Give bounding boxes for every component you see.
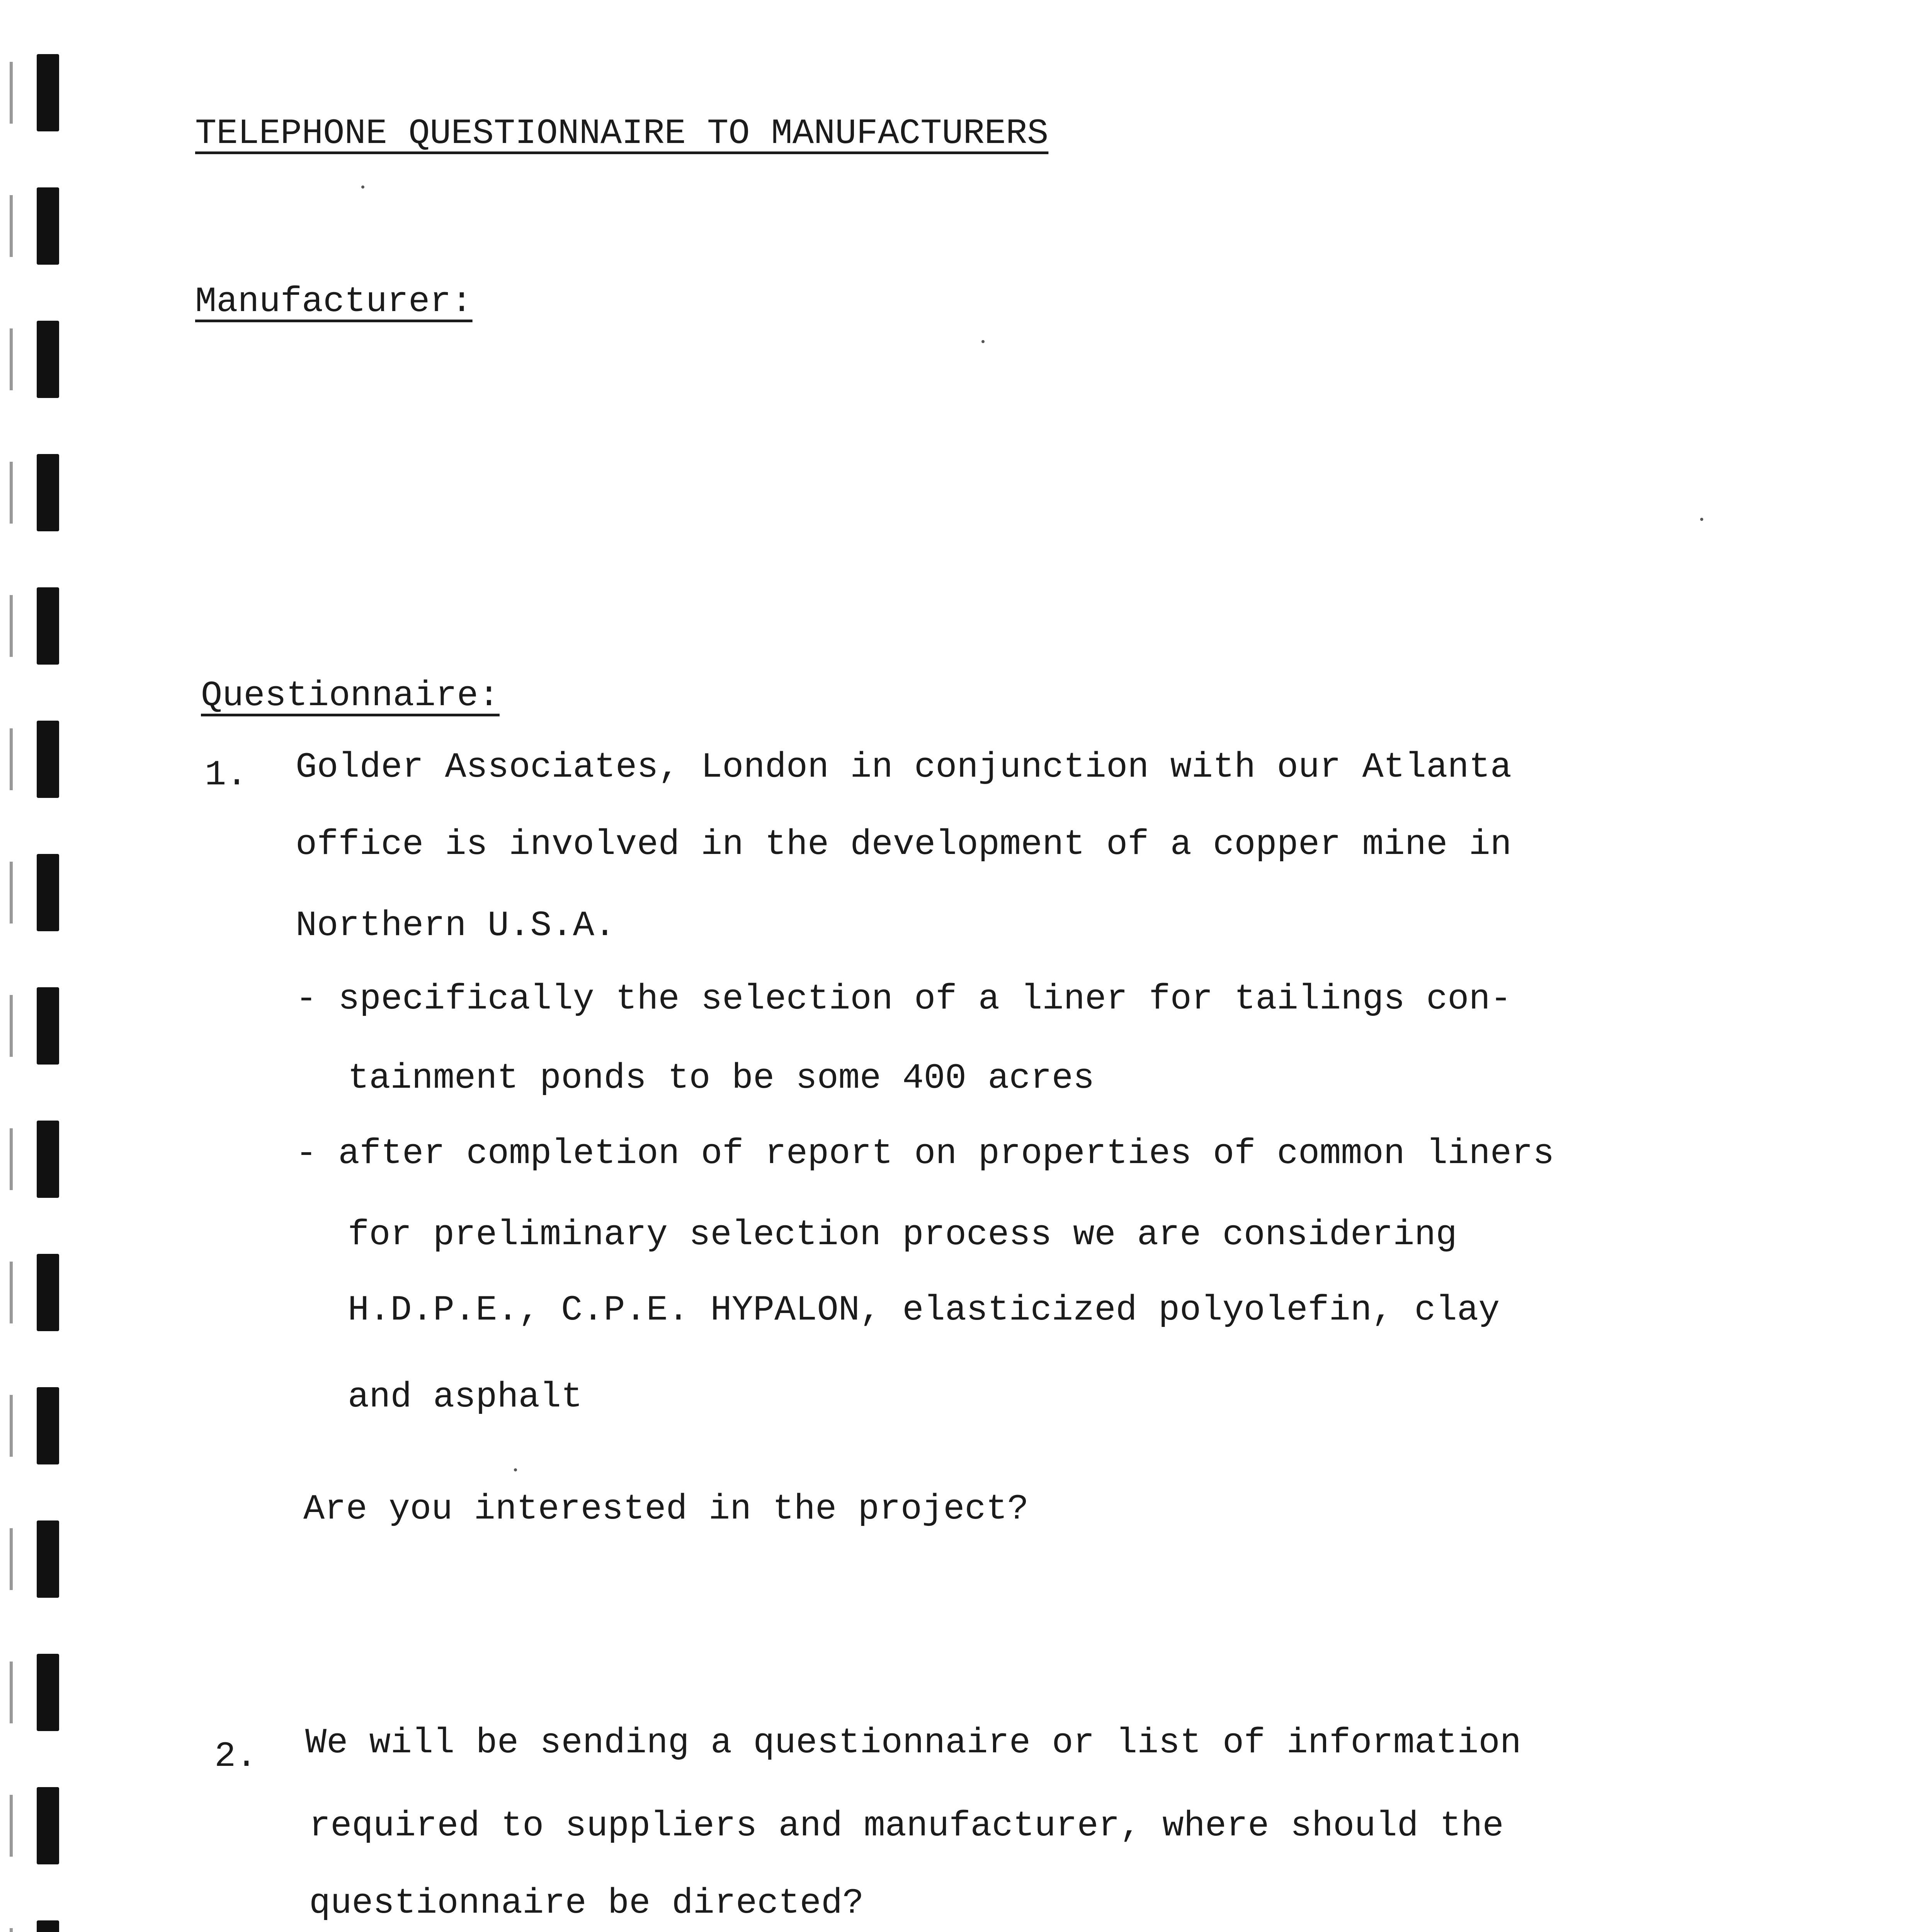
q2-number: 2. bbox=[214, 1736, 257, 1777]
scan-speck bbox=[514, 1468, 517, 1471]
manufacturer-label: Manufacturer: bbox=[195, 281, 473, 322]
binding-hole bbox=[37, 1654, 59, 1731]
q1-number: 1. bbox=[205, 755, 248, 795]
binding-hole bbox=[37, 54, 59, 131]
q2-line2: required to suppliers and manufacturer, where should the bbox=[309, 1806, 1504, 1846]
binding-hole bbox=[37, 987, 59, 1065]
questionnaire-label: Questionnaire: bbox=[201, 675, 500, 716]
q1-bullet1-line1: - specifically the selection of a liner for tailings con- bbox=[296, 979, 1512, 1019]
binding-hole bbox=[37, 187, 59, 265]
binding-hole bbox=[37, 1387, 59, 1464]
q1-line1: Golder Associates, London in conjunction with our Atlanta bbox=[296, 747, 1512, 787]
binding-hole bbox=[37, 1787, 59, 1864]
q1-bullet2-line3: H.D.P.E., C.P.E. HYPALON, elasticized polyolefin, clay bbox=[348, 1290, 1500, 1330]
q1-bullet2-line1: - after completion of report on properties of common liners bbox=[296, 1133, 1554, 1174]
binding-hole bbox=[37, 1121, 59, 1198]
binding-hole bbox=[37, 454, 59, 531]
q1-bullet2-line4: and asphalt bbox=[348, 1377, 583, 1417]
binding-hole bbox=[37, 587, 59, 665]
document-title: TELEPHONE QUESTIONNAIRE TO MANUFACTURERS bbox=[195, 113, 1049, 154]
binding-hole bbox=[37, 854, 59, 931]
binding-hole bbox=[37, 1920, 59, 1932]
q1-bullet2-line2: for preliminary selection process we are considering bbox=[348, 1214, 1457, 1255]
q2-line1: We will be sending a questionnaire or list of information bbox=[305, 1723, 1521, 1763]
q1-line2: office is involved in the development of a copper mine in bbox=[296, 824, 1512, 865]
binding-hole bbox=[37, 1254, 59, 1331]
scan-speck bbox=[981, 340, 985, 343]
binding-hole bbox=[37, 1520, 59, 1598]
scan-speck bbox=[1700, 518, 1703, 521]
q1-bullet1-line2: tainment ponds to be some 400 acres bbox=[348, 1058, 1095, 1099]
binding-hole bbox=[37, 721, 59, 798]
q1-question: Are you interested in the project? bbox=[303, 1489, 1029, 1529]
scan-speck bbox=[361, 185, 364, 189]
binding-hole bbox=[37, 321, 59, 398]
binding-holes bbox=[37, 54, 60, 1932]
q2-line3: questionnaire be directed? bbox=[309, 1883, 864, 1923]
q1-line3: Northern U.S.A. bbox=[296, 905, 616, 946]
